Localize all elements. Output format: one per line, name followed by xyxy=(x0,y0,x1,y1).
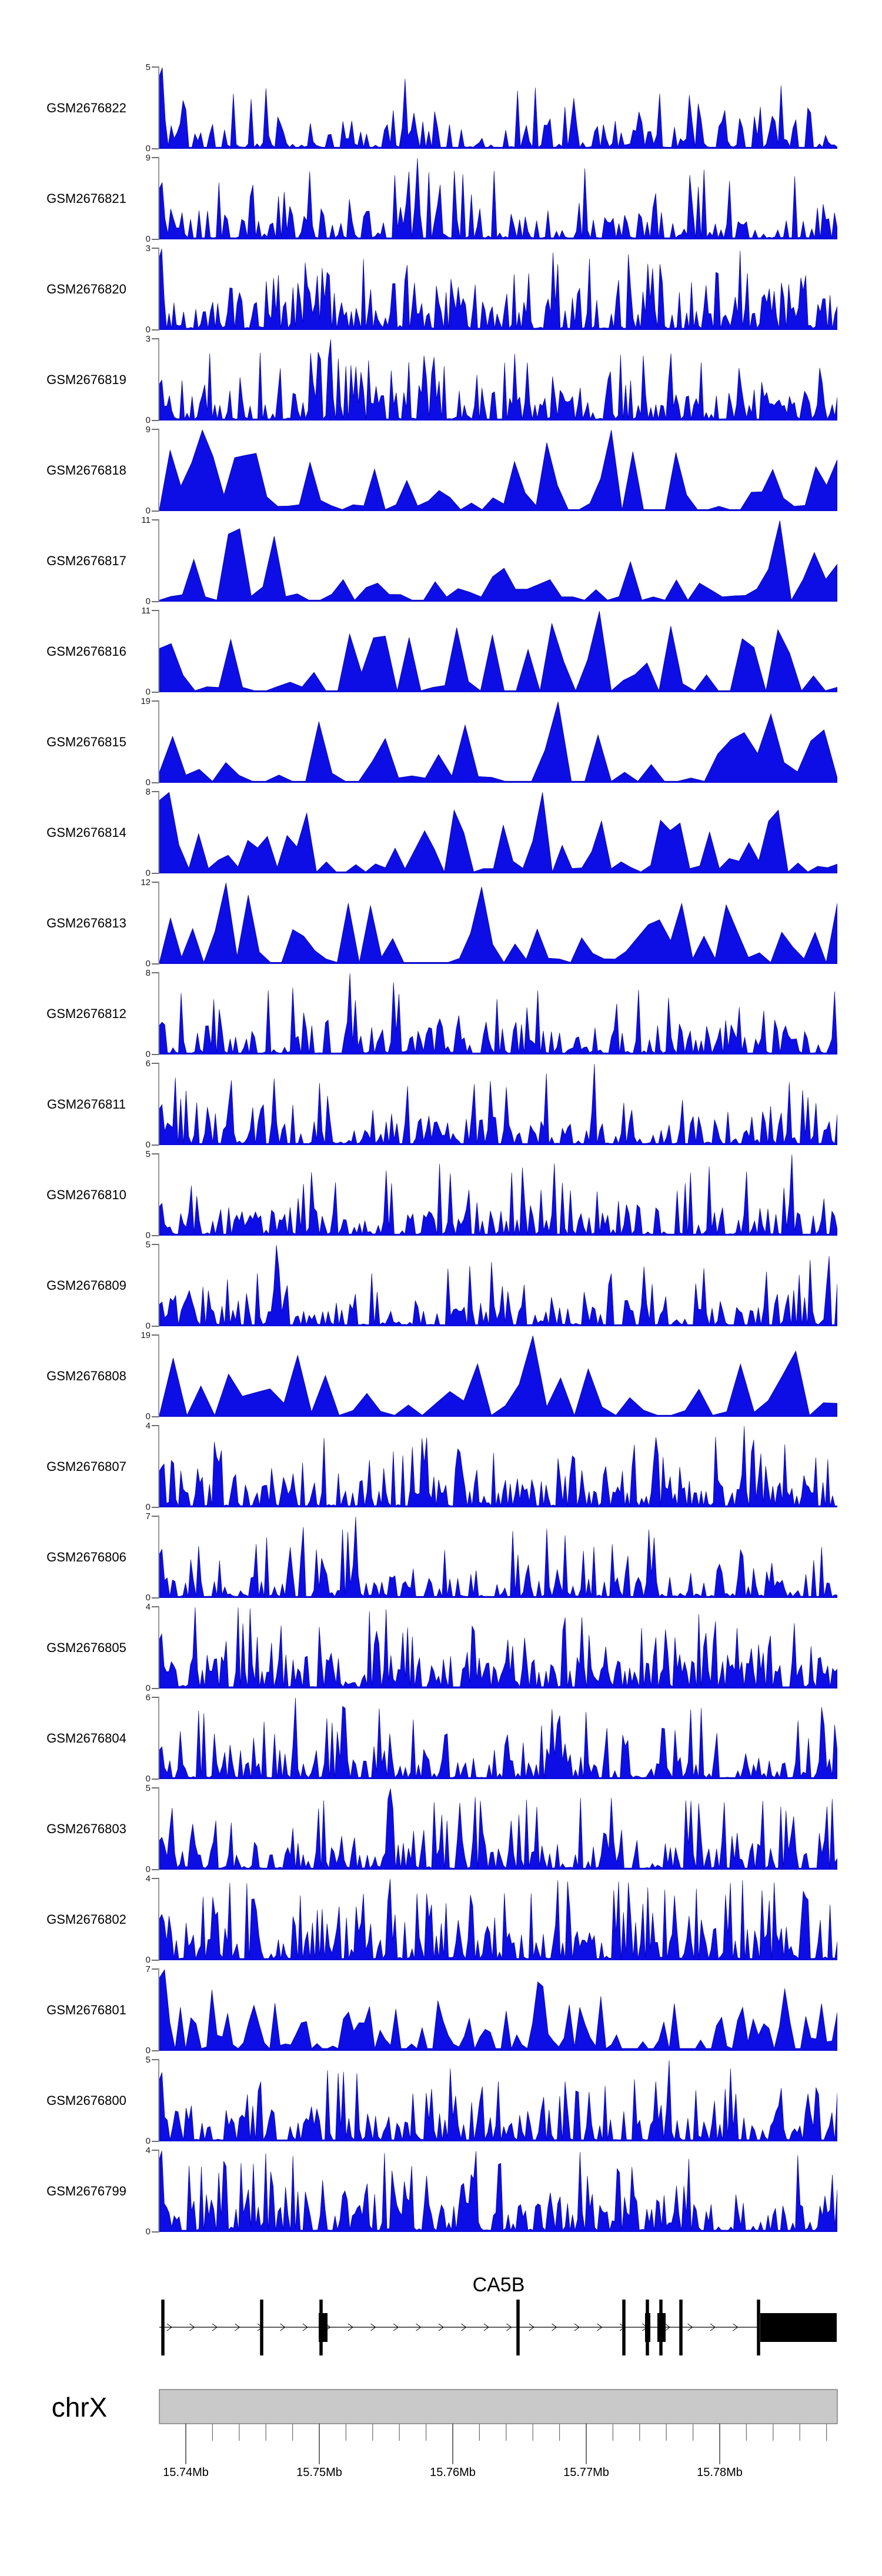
y-axis-zero-label: 0 xyxy=(145,1683,151,1693)
y-axis-zero-label: 0 xyxy=(145,1049,151,1059)
y-axis-zero-label: 0 xyxy=(145,506,151,516)
coverage-track xyxy=(0,877,882,969)
coverage-area xyxy=(159,1788,837,1870)
coverage-polygon xyxy=(159,1517,837,1598)
y-axis-max-label: 5 xyxy=(145,2055,151,2065)
y-axis-max-label: 12 xyxy=(141,877,151,887)
coverage-polygon xyxy=(159,2060,837,2141)
track-label: GSM2676816 xyxy=(46,643,126,659)
coverage-track xyxy=(0,1421,882,1512)
coverage-area xyxy=(159,1426,837,1507)
coverage-track xyxy=(0,334,882,425)
coverage-area xyxy=(159,1607,837,1689)
coverage-track xyxy=(0,1783,882,1874)
y-axis-max-label: 6 xyxy=(145,1059,151,1069)
track-label: GSM2676802 xyxy=(46,1911,126,1927)
y-axis-max-label: 7 xyxy=(145,1964,151,1974)
y-axis-zero-label: 0 xyxy=(145,1864,151,1874)
y-axis-zero-label: 0 xyxy=(145,2136,151,2146)
track-label: GSM2676809 xyxy=(46,1277,126,1293)
y-axis-zero-label: 0 xyxy=(145,959,151,969)
track-label: GSM2676803 xyxy=(46,1821,126,1836)
y-axis-zero-label: 0 xyxy=(145,1230,151,1240)
coverage-area xyxy=(159,701,837,783)
coverage-polygon xyxy=(159,1245,837,1326)
coverage-polygon xyxy=(159,1788,837,1870)
coverage-track xyxy=(0,606,882,697)
y-axis-max-label: 4 xyxy=(145,1421,151,1431)
y-axis-zero-label: 0 xyxy=(145,2046,151,2056)
y-axis-zero-label: 0 xyxy=(145,1955,151,1965)
chromosome-ideogram-bar xyxy=(159,2390,837,2424)
coverage-polygon xyxy=(159,792,837,873)
track-label: GSM2676815 xyxy=(46,734,126,749)
coverage-track xyxy=(0,787,882,878)
axis-tick-label: 15.78Mb xyxy=(697,2466,743,2479)
y-axis-zero-label: 0 xyxy=(145,1321,151,1331)
coverage-track xyxy=(0,243,882,335)
y-axis-max-label: 19 xyxy=(141,1330,151,1340)
track-label: GSM2676819 xyxy=(46,372,126,387)
axis-tick-label: 15.74Mb xyxy=(163,2466,209,2479)
coverage-track xyxy=(0,696,882,788)
coverage-track xyxy=(0,2055,882,2146)
coverage-polygon xyxy=(159,1426,837,1507)
coverage-area xyxy=(159,1697,837,1779)
coverage-track xyxy=(0,1240,882,1331)
coverage-area xyxy=(159,339,837,421)
coverage-polygon xyxy=(159,1698,837,1779)
y-axis-max-label: 5 xyxy=(145,1149,151,1159)
gene-exon-bar xyxy=(757,2300,760,2355)
coverage-area xyxy=(159,1335,837,1417)
y-axis-zero-label: 0 xyxy=(145,1502,151,1512)
coverage-area xyxy=(159,67,837,149)
coverage-track xyxy=(0,425,882,516)
coverage-area xyxy=(159,1969,837,2051)
y-axis-max-label: 6 xyxy=(145,1693,151,1703)
track-label: GSM2676817 xyxy=(46,553,126,568)
coverage-area xyxy=(159,1878,837,1960)
coverage-polygon xyxy=(159,2151,837,2232)
coverage-polygon xyxy=(159,1336,837,1417)
coverage-area xyxy=(159,248,837,330)
track-label: GSM2676813 xyxy=(46,915,126,930)
coverage-area xyxy=(159,2150,837,2232)
coverage-polygon xyxy=(159,1154,837,1236)
coverage-area xyxy=(159,158,837,239)
y-axis-zero-label: 0 xyxy=(145,868,151,878)
gene-exon-bar xyxy=(659,2300,663,2355)
gene-exon-bar xyxy=(516,2300,520,2355)
y-axis-max-label: 7 xyxy=(145,1511,151,1521)
track-label: GSM2676821 xyxy=(46,191,126,206)
coverage-area xyxy=(159,429,837,511)
track-label: GSM2676814 xyxy=(46,825,126,840)
axis-tick-label: 15.75Mb xyxy=(296,2466,342,2479)
y-axis-zero-label: 0 xyxy=(145,596,151,606)
y-axis-zero-label: 0 xyxy=(145,778,151,788)
coverage-polygon xyxy=(159,430,837,511)
y-axis-zero-label: 0 xyxy=(145,144,151,154)
y-axis-max-label: 4 xyxy=(145,2145,151,2155)
coverage-polygon xyxy=(159,973,837,1055)
coverage-track xyxy=(0,968,882,1059)
y-axis-max-label: 11 xyxy=(141,515,151,525)
y-axis-zero-label: 0 xyxy=(145,325,151,335)
coverage-area xyxy=(159,1063,837,1145)
coverage-track xyxy=(0,1330,882,1422)
y-axis-zero-label: 0 xyxy=(145,1593,151,1603)
y-axis-zero-label: 0 xyxy=(145,1140,151,1150)
track-label: GSM2676812 xyxy=(46,1006,126,1021)
track-label: GSM2676808 xyxy=(46,1368,126,1383)
gene-exon-bar xyxy=(319,2300,323,2355)
y-axis-zero-label: 0 xyxy=(145,415,151,425)
y-axis-zero-label: 0 xyxy=(145,234,151,244)
y-axis-max-label: 8 xyxy=(145,787,151,797)
coverage-track xyxy=(0,1964,882,2056)
track-label: GSM2676807 xyxy=(46,1459,126,1474)
y-axis-max-label: 4 xyxy=(145,1602,151,1612)
y-axis-max-label: 8 xyxy=(145,968,151,978)
y-axis-max-label: 5 xyxy=(145,1240,151,1250)
gene-exon-bar xyxy=(161,2300,165,2355)
coverage-polygon xyxy=(159,1879,837,1960)
coverage-polygon xyxy=(159,611,837,692)
coverage-track xyxy=(0,1693,882,1784)
axis-tick-label: 15.76Mb xyxy=(430,2466,476,2479)
y-axis-max-label: 4 xyxy=(145,1874,151,1884)
coverage-area xyxy=(159,973,837,1055)
gene-exon-bar xyxy=(646,2300,649,2355)
coverage-polygon xyxy=(159,520,837,602)
gene-exon-bar xyxy=(622,2300,626,2355)
coverage-area xyxy=(159,520,837,602)
track-label: GSM2676801 xyxy=(46,2002,126,2017)
track-label: GSM2676804 xyxy=(46,1730,126,1746)
coverage-polygon xyxy=(159,158,837,239)
coverage-area xyxy=(159,1516,837,1598)
gene-name-label: CA5B xyxy=(472,2274,525,2296)
gene-exon-bar xyxy=(679,2300,683,2355)
coverage-polygon xyxy=(159,883,837,964)
y-axis-zero-label: 0 xyxy=(145,687,151,697)
coverage-polygon xyxy=(159,339,837,421)
track-label: GSM2676811 xyxy=(46,1096,126,1112)
y-axis-max-label: 11 xyxy=(141,606,151,616)
coverage-polygon xyxy=(159,1064,837,1145)
y-axis-max-label: 5 xyxy=(145,1783,151,1793)
track-label: GSM2676800 xyxy=(46,2093,126,2108)
coverage-polygon xyxy=(159,68,837,149)
coverage-track xyxy=(0,2145,882,2237)
track-label: GSM2676818 xyxy=(46,462,126,478)
coverage-area xyxy=(159,610,837,692)
y-axis-max-label: 5 xyxy=(145,62,151,72)
coverage-track xyxy=(0,62,882,154)
gene-exon-bar xyxy=(260,2300,263,2355)
gene-exon-box xyxy=(760,2313,837,2342)
coverage-polygon xyxy=(159,249,837,330)
y-axis-zero-label: 0 xyxy=(145,1412,151,1422)
y-axis-max-label: 3 xyxy=(145,334,151,344)
y-axis-max-label: 19 xyxy=(141,696,151,706)
coverage-area xyxy=(159,2060,837,2141)
chromosome-name-label: chrX xyxy=(51,2392,108,2422)
track-label: GSM2676822 xyxy=(46,100,126,115)
y-axis-max-label: 9 xyxy=(145,425,151,435)
coverage-track xyxy=(0,153,882,244)
coverage-area xyxy=(159,882,837,964)
axis-tick-label: 15.77Mb xyxy=(563,2466,609,2479)
coverage-area xyxy=(159,1244,837,1326)
coverage-track xyxy=(0,1602,882,1693)
track-label: GSM2676806 xyxy=(46,1549,126,1564)
track-label: GSM2676820 xyxy=(46,281,126,296)
coverage-track xyxy=(0,515,882,606)
track-label: GSM2676810 xyxy=(46,1187,126,1202)
coverage-polygon xyxy=(159,1607,837,1689)
coverage-track xyxy=(0,1874,882,1965)
y-axis-max-label: 9 xyxy=(145,153,151,163)
coverage-area xyxy=(159,792,837,873)
coverage-track xyxy=(0,1511,882,1603)
y-axis-max-label: 3 xyxy=(145,243,151,253)
y-axis-zero-label: 0 xyxy=(145,2227,151,2237)
coverage-track xyxy=(0,1149,882,1240)
y-axis-zero-label: 0 xyxy=(145,1774,151,1784)
track-label: GSM2676799 xyxy=(46,2183,126,2198)
coverage-track xyxy=(0,1059,882,1150)
coverage-polygon xyxy=(159,702,837,783)
coverage-polygon xyxy=(159,1970,837,2051)
coverage-area xyxy=(159,1154,837,1236)
track-label: GSM2676805 xyxy=(46,1640,126,1655)
